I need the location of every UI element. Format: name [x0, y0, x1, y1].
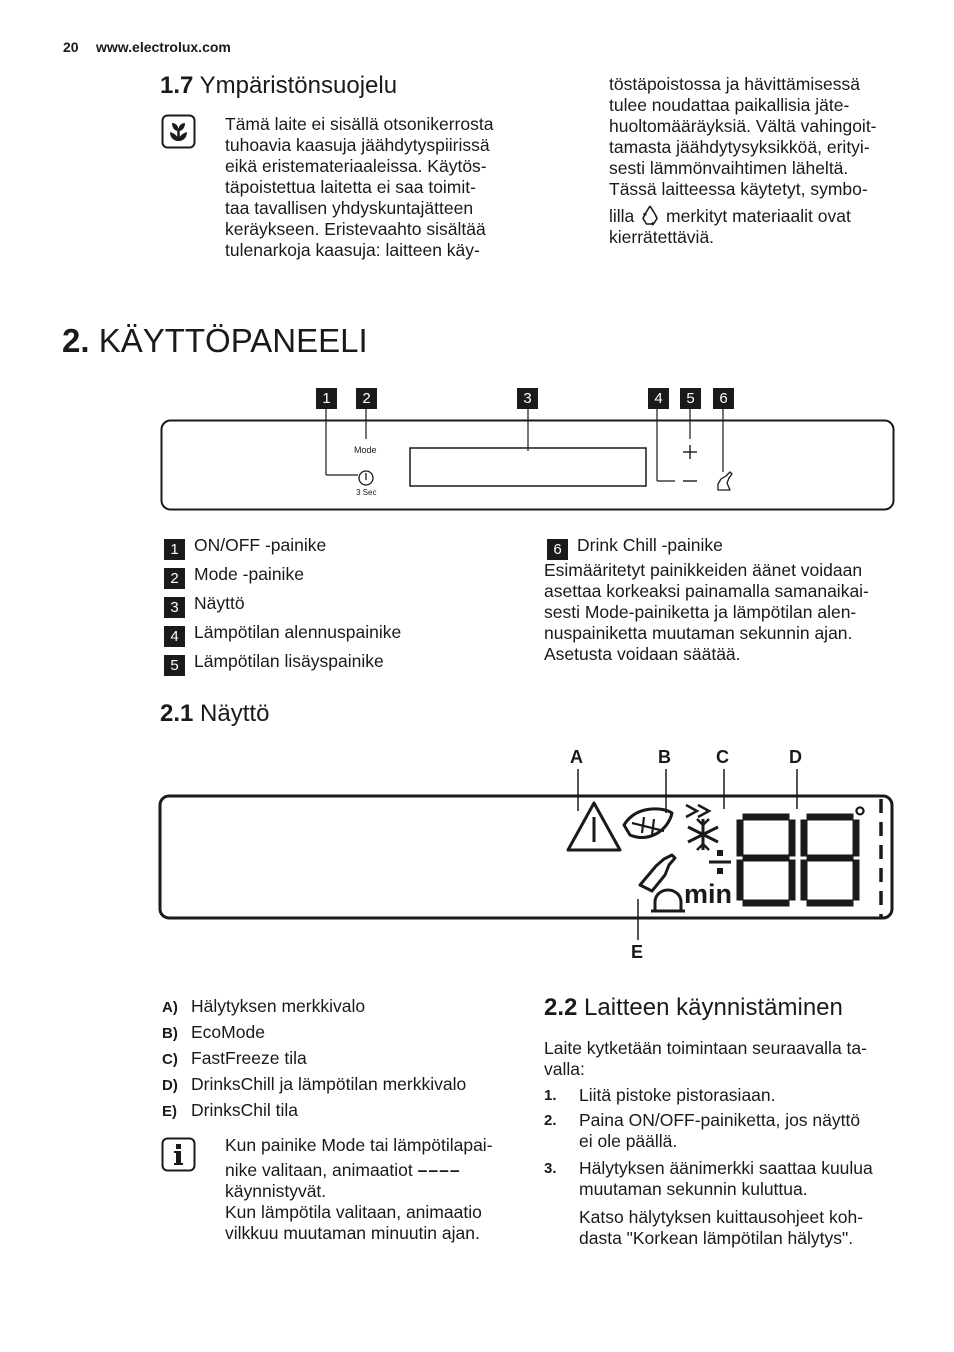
- callout-3: 3: [517, 388, 538, 409]
- legend-label: DrinksChill ja lämpötilan merkkivalo: [191, 1074, 467, 1094]
- text-line: täpoistettua laitetta ei saa toimit-: [225, 177, 476, 197]
- text-fragment: nike valitaan, animaatiot: [225, 1160, 413, 1180]
- legend-label: Lämpötilan lisäyspainike: [194, 651, 384, 671]
- legend-label: Hälytyksen merkkivalo: [191, 996, 366, 1016]
- legend-item: [547, 535, 723, 560]
- text-line: tulee noudattaa paikallisia jäte-: [609, 95, 850, 115]
- display-legend-item: [162, 996, 365, 1018]
- callout-5: 5: [680, 388, 701, 409]
- legend-number: 3: [164, 597, 185, 618]
- mode-button[interactable]: Mode: [354, 445, 377, 455]
- step-text: Paina ON/OFF-painiketta, jos näyttö: [579, 1110, 861, 1130]
- legend-item: [164, 564, 304, 589]
- section-number: 1.7: [160, 72, 194, 99]
- step-item: [544, 1110, 904, 1152]
- display-legend-item: [162, 1074, 466, 1096]
- text-line-with-symbol: [609, 204, 909, 227]
- sound-note: [544, 560, 904, 665]
- callout-4: 4: [648, 388, 669, 409]
- legend-label: Lämpötilan alennuspainike: [194, 622, 402, 642]
- text-line: tulenarkoja kaasuja: laitteen käy-: [225, 240, 480, 260]
- text-fragment: lilla: [609, 206, 635, 226]
- text-line: nuspainiketta muutaman sekunnin ajan.: [544, 623, 853, 643]
- display-diagram: [158, 745, 896, 970]
- section-2-2-heading: [544, 994, 843, 1022]
- section-1-7-right-text: [609, 74, 909, 248]
- legend-key: A): [162, 999, 178, 1016]
- text-line: eikä eristemateriaaleissa. Käytös-: [225, 156, 487, 176]
- text-line: valla:: [544, 1059, 585, 1079]
- legend-key: D): [162, 1077, 178, 1094]
- text-line: Kun lämpötila valitaan, animaatio: [225, 1202, 482, 1222]
- section-title: Ympäristönsuojelu: [199, 72, 398, 99]
- legend-label: EcoMode: [191, 1022, 265, 1042]
- control-panel-diagram: [160, 387, 896, 513]
- step-text: Liitä pistoke pistorasiaan.: [579, 1085, 776, 1105]
- legend-label: Mode -painike: [194, 564, 304, 584]
- text-line: vilkkuu muutaman minuutin ajan.: [225, 1223, 480, 1243]
- text-line: Tässä laitteessa käytetyt, symbo-: [609, 179, 868, 199]
- text-line: kierrätettäviä.: [609, 227, 715, 247]
- display-legend-item: [162, 1100, 298, 1122]
- display-label-c: C: [716, 747, 729, 767]
- step-number: 1.: [544, 1087, 557, 1104]
- text-line: taa tavallisen yhdyskuntajätteen: [225, 198, 474, 218]
- text-line: Esimääritetyt painikkeiden äänet voidaan: [544, 560, 863, 580]
- text-line: Kun painike Mode tai lämpötilapai-: [225, 1135, 493, 1155]
- text-line: Tämä laite ei sisällä otsonikerrosta: [225, 114, 494, 134]
- text-line: [225, 1160, 525, 1181]
- legend-item: [164, 622, 401, 647]
- animation-dashes: ––––: [417, 1160, 461, 1180]
- legend-key: E): [162, 1103, 177, 1120]
- drink-chill-button[interactable]: [713, 468, 735, 494]
- legend-item: [164, 593, 245, 618]
- step-text: Hälytyksen äänimerkki saattaa kuulua: [579, 1158, 873, 1178]
- legend-number: 4: [164, 626, 185, 647]
- plant-icon: [161, 114, 196, 149]
- text-line: huoltomääräyksiä. Vältä vahingoit-: [609, 116, 877, 136]
- step-number: 2.: [544, 1112, 557, 1129]
- legend-number: 5: [164, 655, 185, 676]
- text-line: Asetusta voidaan säätää.: [544, 644, 741, 664]
- section-number: 2.1: [160, 700, 194, 727]
- legend-label: Drink Chill -painike: [577, 535, 723, 555]
- section-2-1-heading: [160, 700, 269, 728]
- section-number: 2.2: [544, 994, 578, 1021]
- text-line: Laite kytketään toimintaan seuraavalla ta-: [544, 1038, 867, 1058]
- callout-2: 2: [356, 388, 377, 409]
- text-line: sesti lämmönvaihtimen läheltä.: [609, 158, 849, 178]
- callout-1: 1: [316, 388, 337, 409]
- alarm-reference: [579, 1207, 909, 1249]
- min-indicator: min: [684, 879, 733, 909]
- section-1-7-heading: [160, 72, 397, 100]
- legend-number: 2: [164, 568, 185, 589]
- legend-label: DrinksChil tila: [191, 1100, 298, 1120]
- legend-number: 1: [164, 539, 185, 560]
- display-legend-item: [162, 1022, 265, 1044]
- step-text: muutaman sekunnin kuluttua.: [579, 1179, 808, 1199]
- chapter-2-heading: [62, 322, 368, 360]
- step-item: [544, 1085, 904, 1106]
- legend-label: Näyttö: [194, 593, 245, 613]
- recycle-icon: [639, 204, 661, 226]
- text-line: töstäpoistossa ja hävittämisessä: [609, 74, 860, 94]
- text-line: tuhoavia kaasuja jäähdytyspiirissä: [225, 135, 490, 155]
- legend-label: FastFreeze tila: [191, 1048, 307, 1068]
- legend-item: [164, 651, 384, 676]
- legend-number: 6: [547, 539, 568, 560]
- text-line: Katso hälytyksen kuittausohjeet koh-: [579, 1207, 864, 1227]
- degree-symbol: °: [854, 801, 866, 834]
- step-text: ei ole päällä.: [579, 1131, 678, 1151]
- display-label-a: A: [570, 747, 583, 767]
- section-title: Näyttö: [200, 700, 270, 727]
- text-fragment: merkityt materiaalit ovat: [666, 206, 851, 226]
- text-line: tamasta jäähdytysyksikköä, erityi-: [609, 137, 870, 157]
- section-1-7-left-text: [225, 114, 555, 261]
- info-note-text: [225, 1135, 525, 1244]
- legend-item: [164, 535, 326, 560]
- power-button[interactable]: [356, 469, 376, 487]
- text-line: käynnistyvät.: [225, 1181, 327, 1201]
- legend-key: B): [162, 1025, 178, 1042]
- chapter-number: 2.: [62, 322, 90, 359]
- section-2-2-intro: [544, 1038, 904, 1080]
- info-icon: [161, 1137, 196, 1172]
- step-number: 3.: [544, 1160, 557, 1177]
- legend-label: ON/OFF -painike: [194, 535, 327, 555]
- text-line: keräykseen. Eristevaahto sisältää: [225, 219, 486, 239]
- page-number: 20: [63, 39, 79, 55]
- plus-button[interactable]: [679, 442, 701, 464]
- website-url: www.electrolux.com: [96, 39, 231, 55]
- step-item: [544, 1158, 904, 1200]
- text-line: sesti Mode-painiketta ja lämpötilan alen-: [544, 602, 857, 622]
- minus-button[interactable]: [679, 470, 701, 492]
- display-legend-item: [162, 1048, 307, 1070]
- section-title: Laitteen käynnistäminen: [584, 994, 843, 1021]
- text-line: dasta "Korkean lämpötilan hälytys".: [579, 1228, 854, 1248]
- power-button-label: 3 Sec: [356, 488, 377, 497]
- display-label-b: B: [658, 747, 671, 767]
- display-label-e: E: [631, 942, 644, 962]
- chapter-title: KÄYTTÖPANEELI: [98, 322, 368, 359]
- text-line: asettaa korkeaksi painamalla samanaikai-: [544, 581, 869, 601]
- legend-key: C): [162, 1051, 178, 1068]
- display-label-d: D: [789, 747, 802, 767]
- callout-6: 6: [713, 388, 734, 409]
